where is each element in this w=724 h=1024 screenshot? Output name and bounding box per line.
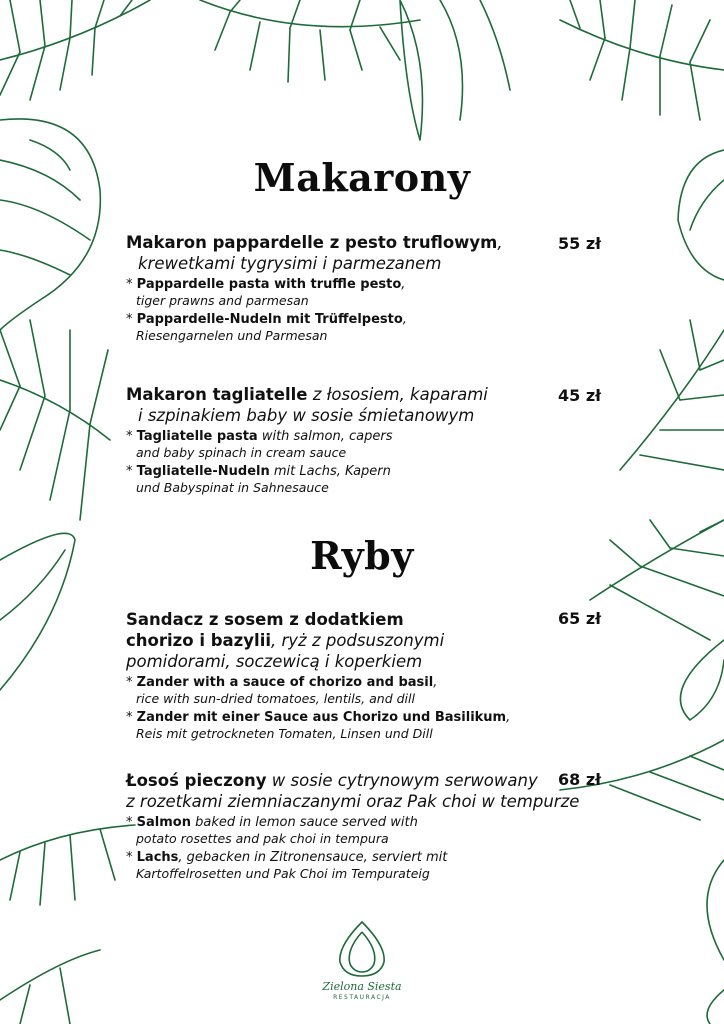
item-name-pl-line2 — [126, 630, 606, 651]
item-name-pl-line2 — [126, 253, 606, 274]
item-name-line2-text: krewetkami tygrysimi i parmezanem — [138, 254, 442, 273]
item-name-bold-2: chorizo i bazylii — [126, 631, 272, 650]
en-line2-text: rice with sun-dried tomatoes, lentils, and dill — [136, 691, 415, 706]
item-name-bold: Makaron tagliatelle — [126, 385, 308, 404]
en-rest: with salmon, capers — [257, 429, 393, 444]
de-rest: , — [506, 710, 511, 725]
item-price: 45 zł — [558, 386, 602, 405]
item-name-rest: w sosie cytrynowym serwowany — [266, 771, 538, 790]
palm-frond-left-middle — [0, 320, 110, 520]
en-bold: Zander with a sauce of chorizo and basil — [136, 675, 434, 690]
item-name-line2-text: i szpinakiem baby w sosie śmietanowym — [138, 406, 475, 425]
en-line2 — [126, 293, 606, 309]
menu-item — [126, 384, 606, 496]
section-heading-fish: Ryby — [310, 533, 414, 578]
item-translation-en — [126, 815, 606, 847]
de-line2 — [126, 866, 606, 882]
leaf-logo-icon — [332, 918, 392, 980]
en-bold: Tagliatelle pasta — [136, 429, 258, 444]
en-line2-text: and baby spinach in cream sauce — [136, 445, 347, 460]
en-line2-text: potato rosettes and pak choi in tempura — [136, 831, 389, 846]
logo-name: Zielona Siesta — [322, 980, 402, 993]
menu-item — [126, 232, 606, 344]
bullet-star: * — [126, 429, 133, 444]
item-name-rest: , ryż z podsuszonymi — [271, 631, 445, 650]
item-translation-de — [126, 464, 606, 496]
item-translation-en — [126, 277, 606, 309]
en-rest: , — [401, 277, 406, 292]
de-bold: Lachs — [136, 850, 179, 865]
section-heading-pasta: Makarony — [253, 155, 471, 200]
bullet-star: * — [126, 850, 133, 865]
item-price: 55 zł — [558, 234, 602, 253]
item-name-line3-text: pomidorami, soczewicą i koperkiem — [126, 652, 423, 671]
monstera-leaf-left — [0, 119, 100, 330]
item-translation-de — [126, 710, 606, 742]
item-name-pl — [126, 232, 606, 253]
en-rest: , — [433, 675, 438, 690]
de-bold: Zander mit einer Sauce aus Chorizo und Basilikum — [136, 710, 507, 725]
en-line2-text: tiger prawns and parmesan — [136, 293, 309, 308]
item-name-pl-line2 — [126, 405, 606, 426]
de-line2-text: Riesengarnelen und Parmesan — [136, 328, 328, 343]
palm-frond-top-center — [200, 0, 510, 140]
palm-frond-top-right — [560, 0, 724, 120]
item-name-bold: Makaron pappardelle z pesto truflowym — [126, 233, 498, 252]
en-rest: baked in lemon sauce served with — [190, 815, 418, 830]
de-line2-text: und Babyspinat in Sahnesauce — [136, 480, 329, 495]
palm-frond-right-middle — [590, 320, 724, 720]
de-line2 — [126, 726, 606, 742]
de-line2-text: Reis mit getrockneten Tomaten, Linsen und Dill — [136, 726, 433, 741]
menu-item — [126, 770, 606, 882]
de-line2-text: Kartoffelrosetten und Pak Choi im Tempurateig — [136, 866, 430, 881]
item-name-bold: Sandacz z sosem z dodatkiem — [126, 610, 404, 629]
item-translation-de — [126, 312, 606, 344]
item-name-pl-line2 — [126, 791, 606, 812]
palm-frond-bottom-left — [0, 825, 135, 1024]
en-line2 — [126, 445, 606, 461]
de-bold: Tagliatelle-Nudeln — [136, 464, 270, 479]
bullet-star: * — [126, 312, 133, 327]
item-name-pl — [126, 770, 606, 791]
bullet-star: * — [126, 710, 133, 725]
en-bold: Salmon — [136, 815, 191, 830]
de-line2 — [126, 328, 606, 344]
menu-item — [126, 609, 606, 742]
en-line2 — [126, 831, 606, 847]
de-rest: , — [402, 312, 407, 327]
item-name-rest: z łososiem, kaparami — [307, 385, 488, 404]
item-name-pl-line3 — [126, 651, 606, 672]
item-name-pl — [126, 609, 606, 630]
bullet-star: * — [126, 675, 133, 690]
bullet-star: * — [126, 277, 133, 292]
en-bold: Pappardelle pasta with truffle pesto — [136, 277, 402, 292]
item-name-rest: , — [497, 233, 503, 252]
logo-subtitle: RESTAURACJA — [333, 994, 391, 1001]
bullet-star: * — [126, 464, 133, 479]
item-name-pl — [126, 384, 606, 405]
item-translation-en — [126, 675, 606, 707]
en-line2 — [126, 691, 606, 707]
de-rest: mit Lachs, Kapern — [269, 464, 391, 479]
item-translation-en — [126, 429, 606, 461]
item-name-bold: Łosoś pieczony — [126, 771, 267, 790]
restaurant-logo — [316, 918, 408, 1018]
de-rest: , gebacken in Zitronensauce, serviert mit — [178, 850, 448, 865]
item-price: 65 zł — [558, 609, 602, 628]
palm-frond-top-left — [0, 0, 150, 100]
bullet-star: * — [126, 815, 133, 830]
item-price: 68 zł — [558, 770, 602, 789]
de-line2 — [126, 480, 606, 496]
item-name-line2-text: z rozetkami ziemniaczanymi oraz Pak choi w tempurze — [126, 792, 580, 811]
item-translation-de — [126, 850, 606, 882]
de-bold: Pappardelle-Nudeln mit Trüffelpesto — [136, 312, 403, 327]
